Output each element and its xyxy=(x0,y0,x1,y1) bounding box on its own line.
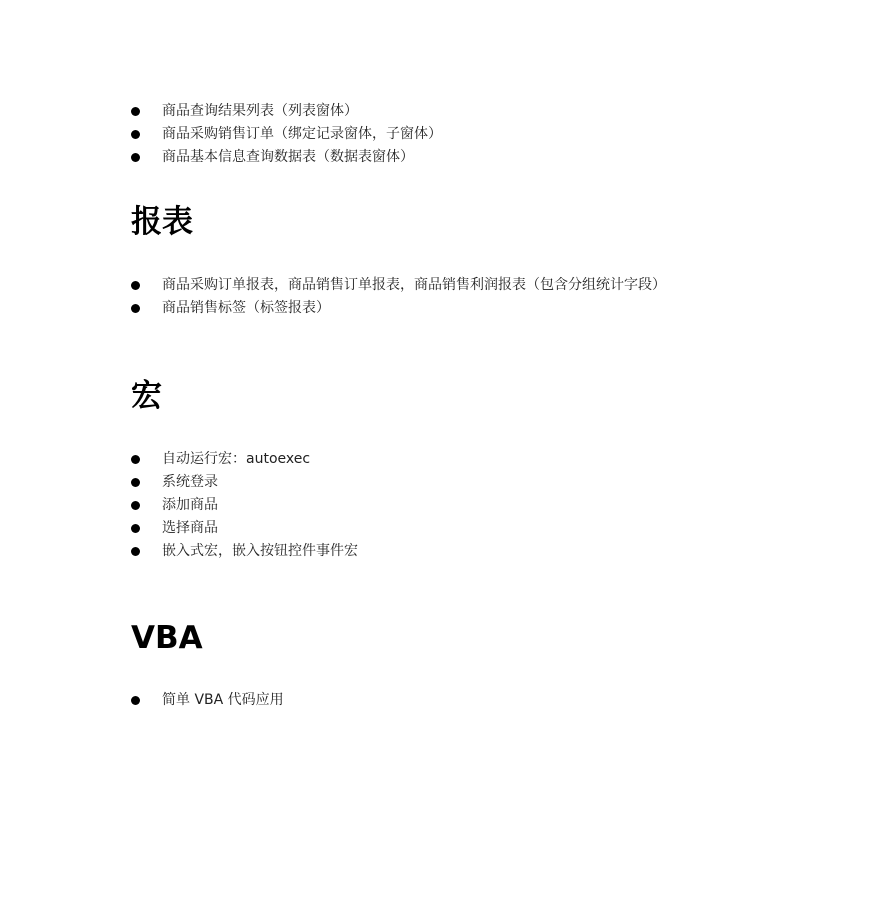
bullet-icon xyxy=(131,478,140,487)
bullet-icon xyxy=(131,547,140,556)
list-item-text: 商品销售标签（标签报表） xyxy=(162,300,330,316)
list-item-text: 简单 VBA 代码应用 xyxy=(162,692,284,708)
list-item xyxy=(131,517,358,540)
bullet-icon xyxy=(131,107,140,116)
vba-list xyxy=(131,689,284,712)
list-item-text: 选择商品 xyxy=(162,520,218,536)
bullet-icon xyxy=(131,524,140,533)
list-item xyxy=(131,123,442,146)
bullet-icon xyxy=(131,501,140,510)
list-item xyxy=(131,689,284,712)
bullet-icon xyxy=(131,696,140,705)
list-item xyxy=(131,471,358,494)
list-item-text: 商品采购销售订单（绑定记录窗体，子窗体） xyxy=(162,126,442,142)
bullet-icon xyxy=(131,281,140,290)
list-item xyxy=(131,494,358,517)
forms-list xyxy=(131,100,442,169)
macros-heading: 宏 xyxy=(131,378,162,414)
reports-list xyxy=(131,274,666,320)
list-item xyxy=(131,274,666,297)
reports-heading: 报表 xyxy=(131,204,193,240)
list-item-text: 自动运行宏：autoexec xyxy=(162,451,311,467)
bullet-icon xyxy=(131,304,140,313)
bullet-icon xyxy=(131,130,140,139)
list-item-text: 系统登录 xyxy=(162,474,218,490)
list-item xyxy=(131,146,442,169)
bullet-icon xyxy=(131,153,140,162)
list-item xyxy=(131,540,358,563)
list-item-text: 嵌入式宏，嵌入按钮控件事件宏 xyxy=(162,543,358,559)
list-item-text: 商品查询结果列表（列表窗体） xyxy=(162,103,358,119)
list-item-text: 添加商品 xyxy=(162,497,218,513)
list-item xyxy=(131,100,442,123)
list-item xyxy=(131,448,358,471)
list-item-text: 商品采购订单报表，商品销售订单报表，商品销售利润报表（包含分组统计字段） xyxy=(162,277,666,293)
list-item xyxy=(131,297,666,320)
macros-list xyxy=(131,448,358,563)
list-item-text: 商品基本信息查询数据表（数据表窗体） xyxy=(162,149,414,165)
bullet-icon xyxy=(131,455,140,464)
vba-heading: VBA xyxy=(131,620,203,656)
